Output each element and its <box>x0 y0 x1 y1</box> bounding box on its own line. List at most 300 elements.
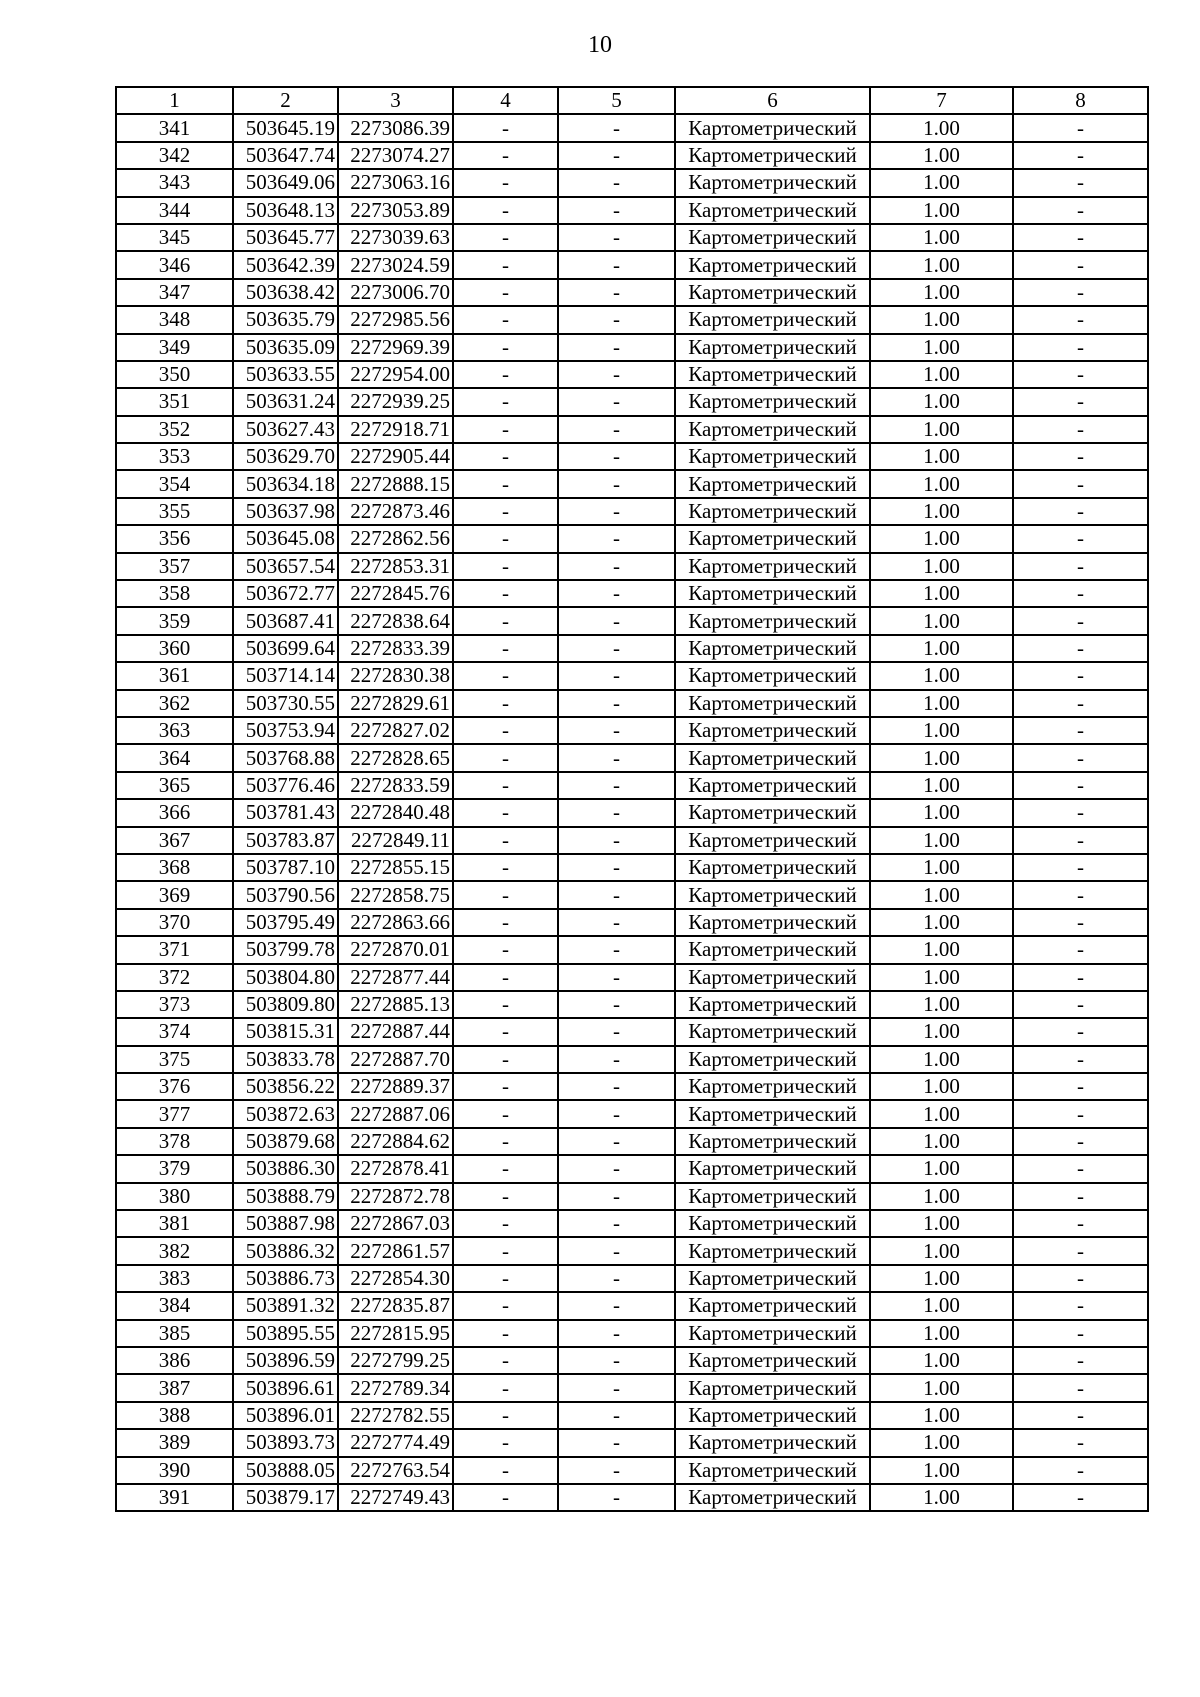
column-5-cell: - <box>558 717 675 744</box>
column-4-cell: - <box>453 690 558 717</box>
accuracy-cell: 1.00 <box>870 1265 1013 1292</box>
accuracy-cell: 1.00 <box>870 1374 1013 1401</box>
column-4-cell: - <box>453 717 558 744</box>
column-5-cell: - <box>558 306 675 333</box>
method-cell: Картометрический <box>675 1292 870 1319</box>
table-row <box>116 334 1148 361</box>
method-cell: Картометрический <box>675 881 870 908</box>
column-5-cell: - <box>558 114 675 141</box>
method-cell: Картометрический <box>675 662 870 689</box>
column-4-cell: - <box>453 1155 558 1182</box>
accuracy-cell: 1.00 <box>870 1320 1013 1347</box>
accuracy-cell: 1.00 <box>870 1347 1013 1374</box>
column-8-cell: - <box>1013 690 1148 717</box>
y-coordinate-cell: 2272905.44 <box>338 443 453 470</box>
accuracy-cell: 1.00 <box>870 1292 1013 1319</box>
column-4-cell: - <box>453 909 558 936</box>
point-number-cell: 355 <box>116 498 233 525</box>
column-header: 8 <box>1013 87 1148 114</box>
point-number-cell: 346 <box>116 251 233 278</box>
column-5-cell: - <box>558 1210 675 1237</box>
column-4-cell: - <box>453 1429 558 1456</box>
column-8-cell: - <box>1013 279 1148 306</box>
accuracy-cell: 1.00 <box>870 635 1013 662</box>
accuracy-cell: 1.00 <box>870 525 1013 552</box>
column-5-cell: - <box>558 1484 675 1511</box>
accuracy-cell: 1.00 <box>870 964 1013 991</box>
column-5-cell: - <box>558 169 675 196</box>
accuracy-cell: 1.00 <box>870 1237 1013 1264</box>
column-header: 3 <box>338 87 453 114</box>
table-row <box>116 635 1148 662</box>
column-5-cell: - <box>558 1320 675 1347</box>
y-coordinate-cell: 2272749.43 <box>338 1484 453 1511</box>
column-8-cell: - <box>1013 936 1148 963</box>
accuracy-cell: 1.00 <box>870 1402 1013 1429</box>
table-row <box>116 744 1148 771</box>
table-row <box>116 1320 1148 1347</box>
method-cell: Картометрический <box>675 197 870 224</box>
method-cell: Картометрический <box>675 1018 870 1045</box>
table-row <box>116 936 1148 963</box>
column-5-cell: - <box>558 525 675 552</box>
x-coordinate-cell: 503781.43 <box>233 799 338 826</box>
table-row <box>116 416 1148 443</box>
point-number-cell: 391 <box>116 1484 233 1511</box>
table-row <box>116 1265 1148 1292</box>
column-8-cell: - <box>1013 470 1148 497</box>
method-cell: Картометрический <box>675 1155 870 1182</box>
point-number-cell: 382 <box>116 1237 233 1264</box>
method-cell: Картометрический <box>675 361 870 388</box>
column-5-cell: - <box>558 1457 675 1484</box>
method-cell: Картометрический <box>675 525 870 552</box>
x-coordinate-cell: 503645.77 <box>233 224 338 251</box>
column-4-cell: - <box>453 936 558 963</box>
column-8-cell: - <box>1013 525 1148 552</box>
accuracy-cell: 1.00 <box>870 1429 1013 1456</box>
x-coordinate-cell: 503776.46 <box>233 772 338 799</box>
table-row <box>116 607 1148 634</box>
accuracy-cell: 1.00 <box>870 909 1013 936</box>
column-4-cell: - <box>453 799 558 826</box>
method-cell: Картометрический <box>675 964 870 991</box>
column-5-cell: - <box>558 662 675 689</box>
y-coordinate-cell: 2273024.59 <box>338 251 453 278</box>
point-number-cell: 373 <box>116 991 233 1018</box>
y-coordinate-cell: 2272830.38 <box>338 662 453 689</box>
column-header: 4 <box>453 87 558 114</box>
method-cell: Картометрический <box>675 936 870 963</box>
column-5-cell: - <box>558 1347 675 1374</box>
method-cell: Картометрический <box>675 1128 870 1155</box>
column-8-cell: - <box>1013 114 1148 141</box>
accuracy-cell: 1.00 <box>870 717 1013 744</box>
column-4-cell: - <box>453 580 558 607</box>
column-4-cell: - <box>453 1073 558 1100</box>
table-row <box>116 991 1148 1018</box>
y-coordinate-cell: 2272838.64 <box>338 607 453 634</box>
column-5-cell: - <box>558 827 675 854</box>
y-coordinate-cell: 2272939.25 <box>338 388 453 415</box>
y-coordinate-cell: 2273006.70 <box>338 279 453 306</box>
x-coordinate-cell: 503804.80 <box>233 964 338 991</box>
x-coordinate-cell: 503783.87 <box>233 827 338 854</box>
accuracy-cell: 1.00 <box>870 881 1013 908</box>
y-coordinate-cell: 2272870.01 <box>338 936 453 963</box>
column-4-cell: - <box>453 1128 558 1155</box>
column-8-cell: - <box>1013 607 1148 634</box>
accuracy-cell: 1.00 <box>870 443 1013 470</box>
x-coordinate-cell: 503879.17 <box>233 1484 338 1511</box>
accuracy-cell: 1.00 <box>870 169 1013 196</box>
column-8-cell: - <box>1013 1155 1148 1182</box>
method-cell: Картометрический <box>675 224 870 251</box>
column-5-cell: - <box>558 498 675 525</box>
column-4-cell: - <box>453 1046 558 1073</box>
x-coordinate-cell: 503753.94 <box>233 717 338 744</box>
accuracy-cell: 1.00 <box>870 772 1013 799</box>
column-8-cell: - <box>1013 1046 1148 1073</box>
y-coordinate-cell: 2272763.54 <box>338 1457 453 1484</box>
method-cell: Картометрический <box>675 909 870 936</box>
point-number-cell: 344 <box>116 197 233 224</box>
column-5-cell: - <box>558 224 675 251</box>
point-number-cell: 354 <box>116 470 233 497</box>
column-8-cell: - <box>1013 827 1148 854</box>
accuracy-cell: 1.00 <box>870 142 1013 169</box>
column-4-cell: - <box>453 553 558 580</box>
column-8-cell: - <box>1013 1210 1148 1237</box>
x-coordinate-cell: 503627.43 <box>233 416 338 443</box>
column-8-cell: - <box>1013 1429 1148 1456</box>
y-coordinate-cell: 2273039.63 <box>338 224 453 251</box>
table-row <box>116 197 1148 224</box>
point-number-cell: 377 <box>116 1100 233 1127</box>
x-coordinate-cell: 503856.22 <box>233 1073 338 1100</box>
column-4-cell: - <box>453 251 558 278</box>
column-8-cell: - <box>1013 991 1148 1018</box>
point-number-cell: 357 <box>116 553 233 580</box>
accuracy-cell: 1.00 <box>870 854 1013 881</box>
x-coordinate-cell: 503634.18 <box>233 470 338 497</box>
method-cell: Картометрический <box>675 1237 870 1264</box>
column-8-cell: - <box>1013 142 1148 169</box>
y-coordinate-cell: 2272789.34 <box>338 1374 453 1401</box>
accuracy-cell: 1.00 <box>870 1100 1013 1127</box>
column-4-cell: - <box>453 361 558 388</box>
column-8-cell: - <box>1013 1374 1148 1401</box>
x-coordinate-cell: 503768.88 <box>233 744 338 771</box>
column-5-cell: - <box>558 1374 675 1401</box>
table-header-row <box>116 87 1148 114</box>
accuracy-cell: 1.00 <box>870 553 1013 580</box>
x-coordinate-cell: 503888.05 <box>233 1457 338 1484</box>
column-5-cell: - <box>558 1046 675 1073</box>
column-8-cell: - <box>1013 224 1148 251</box>
column-header: 1 <box>116 87 233 114</box>
column-4-cell: - <box>453 744 558 771</box>
point-number-cell: 386 <box>116 1347 233 1374</box>
column-5-cell: - <box>558 772 675 799</box>
y-coordinate-cell: 2272774.49 <box>338 1429 453 1456</box>
x-coordinate-cell: 503699.64 <box>233 635 338 662</box>
accuracy-cell: 1.00 <box>870 224 1013 251</box>
column-4-cell: - <box>453 1237 558 1264</box>
column-8-cell: - <box>1013 1183 1148 1210</box>
accuracy-cell: 1.00 <box>870 470 1013 497</box>
accuracy-cell: 1.00 <box>870 306 1013 333</box>
x-coordinate-cell: 503886.73 <box>233 1265 338 1292</box>
column-4-cell: - <box>453 854 558 881</box>
point-number-cell: 390 <box>116 1457 233 1484</box>
point-number-cell: 388 <box>116 1402 233 1429</box>
column-8-cell: - <box>1013 1073 1148 1100</box>
method-cell: Картометрический <box>675 443 870 470</box>
point-number-cell: 367 <box>116 827 233 854</box>
column-8-cell: - <box>1013 1265 1148 1292</box>
point-number-cell: 352 <box>116 416 233 443</box>
point-number-cell: 376 <box>116 1073 233 1100</box>
x-coordinate-cell: 503815.31 <box>233 1018 338 1045</box>
table-row <box>116 388 1148 415</box>
column-header: 5 <box>558 87 675 114</box>
column-5-cell: - <box>558 936 675 963</box>
column-4-cell: - <box>453 169 558 196</box>
point-number-cell: 380 <box>116 1183 233 1210</box>
column-4-cell: - <box>453 1484 558 1511</box>
x-coordinate-cell: 503787.10 <box>233 854 338 881</box>
y-coordinate-cell: 2272887.70 <box>338 1046 453 1073</box>
table-row <box>116 251 1148 278</box>
y-coordinate-cell: 2272854.30 <box>338 1265 453 1292</box>
x-coordinate-cell: 503657.54 <box>233 553 338 580</box>
column-8-cell: - <box>1013 443 1148 470</box>
column-8-cell: - <box>1013 334 1148 361</box>
column-5-cell: - <box>558 1100 675 1127</box>
y-coordinate-cell: 2272918.71 <box>338 416 453 443</box>
x-coordinate-cell: 503672.77 <box>233 580 338 607</box>
method-cell: Картометрический <box>675 553 870 580</box>
column-8-cell: - <box>1013 1237 1148 1264</box>
method-cell: Картометрический <box>675 251 870 278</box>
point-number-cell: 359 <box>116 607 233 634</box>
y-coordinate-cell: 2272799.25 <box>338 1347 453 1374</box>
table-row <box>116 114 1148 141</box>
column-4-cell: - <box>453 525 558 552</box>
table-row <box>116 142 1148 169</box>
column-5-cell: - <box>558 361 675 388</box>
y-coordinate-cell: 2272872.78 <box>338 1183 453 1210</box>
column-8-cell: - <box>1013 1347 1148 1374</box>
y-coordinate-cell: 2272954.00 <box>338 361 453 388</box>
x-coordinate-cell: 503647.74 <box>233 142 338 169</box>
y-coordinate-cell: 2272867.03 <box>338 1210 453 1237</box>
y-coordinate-cell: 2273063.16 <box>338 169 453 196</box>
method-cell: Картометрический <box>675 388 870 415</box>
column-4-cell: - <box>453 197 558 224</box>
column-8-cell: - <box>1013 662 1148 689</box>
point-number-cell: 362 <box>116 690 233 717</box>
column-4-cell: - <box>453 114 558 141</box>
table-row <box>116 964 1148 991</box>
table-row <box>116 1484 1148 1511</box>
x-coordinate-cell: 503896.01 <box>233 1402 338 1429</box>
x-coordinate-cell: 503638.42 <box>233 279 338 306</box>
table-row <box>116 662 1148 689</box>
point-number-cell: 347 <box>116 279 233 306</box>
column-8-cell: - <box>1013 1100 1148 1127</box>
method-cell: Картометрический <box>675 1374 870 1401</box>
column-5-cell: - <box>558 744 675 771</box>
method-cell: Картометрический <box>675 1457 870 1484</box>
column-5-cell: - <box>558 470 675 497</box>
column-4-cell: - <box>453 1292 558 1319</box>
x-coordinate-cell: 503631.24 <box>233 388 338 415</box>
method-cell: Картометрический <box>675 306 870 333</box>
column-8-cell: - <box>1013 251 1148 278</box>
table-row <box>116 1128 1148 1155</box>
method-cell: Картометрический <box>675 991 870 1018</box>
accuracy-cell: 1.00 <box>870 334 1013 361</box>
point-number-cell: 358 <box>116 580 233 607</box>
x-coordinate-cell: 503633.55 <box>233 361 338 388</box>
table-row <box>116 690 1148 717</box>
column-4-cell: - <box>453 1402 558 1429</box>
accuracy-cell: 1.00 <box>870 827 1013 854</box>
y-coordinate-cell: 2272889.37 <box>338 1073 453 1100</box>
accuracy-cell: 1.00 <box>870 1046 1013 1073</box>
point-number-cell: 381 <box>116 1210 233 1237</box>
point-number-cell: 383 <box>116 1265 233 1292</box>
accuracy-cell: 1.00 <box>870 279 1013 306</box>
table-row <box>116 279 1148 306</box>
accuracy-cell: 1.00 <box>870 1484 1013 1511</box>
column-4-cell: - <box>453 142 558 169</box>
accuracy-cell: 1.00 <box>870 197 1013 224</box>
column-5-cell: - <box>558 1265 675 1292</box>
y-coordinate-cell: 2273086.39 <box>338 114 453 141</box>
table-row <box>116 799 1148 826</box>
column-8-cell: - <box>1013 553 1148 580</box>
x-coordinate-cell: 503809.80 <box>233 991 338 1018</box>
x-coordinate-cell: 503629.70 <box>233 443 338 470</box>
method-cell: Картометрический <box>675 1347 870 1374</box>
method-cell: Картометрический <box>675 827 870 854</box>
table-row <box>116 1347 1148 1374</box>
y-coordinate-cell: 2272878.41 <box>338 1155 453 1182</box>
y-coordinate-cell: 2272845.76 <box>338 580 453 607</box>
column-4-cell: - <box>453 1265 558 1292</box>
table-row <box>116 1155 1148 1182</box>
x-coordinate-cell: 503879.68 <box>233 1128 338 1155</box>
x-coordinate-cell: 503893.73 <box>233 1429 338 1456</box>
column-5-cell: - <box>558 1292 675 1319</box>
x-coordinate-cell: 503637.98 <box>233 498 338 525</box>
y-coordinate-cell: 2272828.65 <box>338 744 453 771</box>
y-coordinate-cell: 2272849.11 <box>338 827 453 854</box>
x-coordinate-cell: 503895.55 <box>233 1320 338 1347</box>
column-8-cell: - <box>1013 580 1148 607</box>
column-8-cell: - <box>1013 744 1148 771</box>
table-row <box>116 772 1148 799</box>
accuracy-cell: 1.00 <box>870 662 1013 689</box>
table-row <box>116 1210 1148 1237</box>
column-4-cell: - <box>453 224 558 251</box>
column-5-cell: - <box>558 1155 675 1182</box>
table-row <box>116 498 1148 525</box>
accuracy-cell: 1.00 <box>870 1183 1013 1210</box>
table-row <box>116 1292 1148 1319</box>
point-number-cell: 374 <box>116 1018 233 1045</box>
point-number-cell: 341 <box>116 114 233 141</box>
y-coordinate-cell: 2272855.15 <box>338 854 453 881</box>
column-5-cell: - <box>558 580 675 607</box>
method-cell: Картометрический <box>675 498 870 525</box>
table-row <box>116 361 1148 388</box>
column-8-cell: - <box>1013 717 1148 744</box>
column-5-cell: - <box>558 334 675 361</box>
x-coordinate-cell: 503886.32 <box>233 1237 338 1264</box>
method-cell: Картометрический <box>675 1320 870 1347</box>
x-coordinate-cell: 503648.13 <box>233 197 338 224</box>
y-coordinate-cell: 2272815.95 <box>338 1320 453 1347</box>
column-5-cell: - <box>558 909 675 936</box>
point-number-cell: 345 <box>116 224 233 251</box>
column-8-cell: - <box>1013 772 1148 799</box>
column-4-cell: - <box>453 772 558 799</box>
column-8-cell: - <box>1013 1018 1148 1045</box>
point-number-cell: 370 <box>116 909 233 936</box>
table-row <box>116 909 1148 936</box>
column-4-cell: - <box>453 1457 558 1484</box>
y-coordinate-cell: 2273053.89 <box>338 197 453 224</box>
accuracy-cell: 1.00 <box>870 607 1013 634</box>
method-cell: Картометрический <box>675 799 870 826</box>
column-8-cell: - <box>1013 1484 1148 1511</box>
point-number-cell: 368 <box>116 854 233 881</box>
column-5-cell: - <box>558 964 675 991</box>
point-number-cell: 384 <box>116 1292 233 1319</box>
column-8-cell: - <box>1013 881 1148 908</box>
y-coordinate-cell: 2272835.87 <box>338 1292 453 1319</box>
x-coordinate-cell: 503891.32 <box>233 1292 338 1319</box>
method-cell: Картометрический <box>675 717 870 744</box>
accuracy-cell: 1.00 <box>870 936 1013 963</box>
y-coordinate-cell: 2272853.31 <box>338 553 453 580</box>
y-coordinate-cell: 2272877.44 <box>338 964 453 991</box>
table-row <box>116 1073 1148 1100</box>
table-row <box>116 1183 1148 1210</box>
page-number: 10 <box>588 32 612 58</box>
x-coordinate-cell: 503714.14 <box>233 662 338 689</box>
column-8-cell: - <box>1013 416 1148 443</box>
x-coordinate-cell: 503687.41 <box>233 607 338 634</box>
y-coordinate-cell: 2272873.46 <box>338 498 453 525</box>
table-row <box>116 717 1148 744</box>
column-8-cell: - <box>1013 388 1148 415</box>
accuracy-cell: 1.00 <box>870 1155 1013 1182</box>
y-coordinate-cell: 2272858.75 <box>338 881 453 908</box>
column-8-cell: - <box>1013 498 1148 525</box>
column-8-cell: - <box>1013 197 1148 224</box>
y-coordinate-cell: 2272827.02 <box>338 717 453 744</box>
accuracy-cell: 1.00 <box>870 991 1013 1018</box>
method-cell: Картометрический <box>675 635 870 662</box>
method-cell: Картометрический <box>675 580 870 607</box>
column-5-cell: - <box>558 991 675 1018</box>
point-number-cell: 351 <box>116 388 233 415</box>
